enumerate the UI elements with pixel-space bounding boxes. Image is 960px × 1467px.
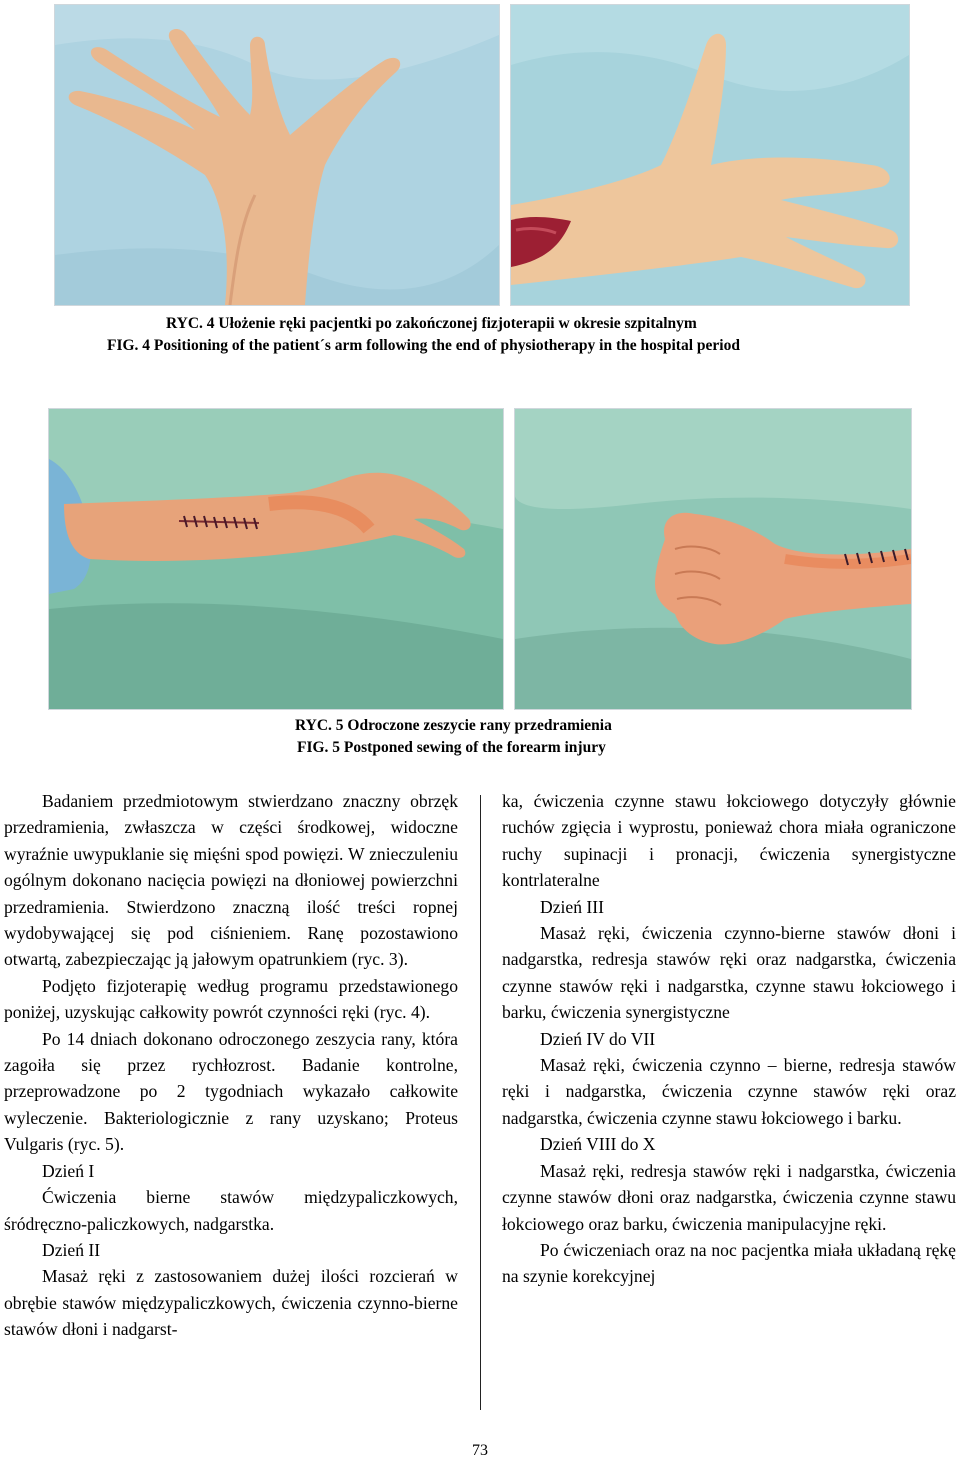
day-heading: Dzień II [42,1239,101,1260]
paragraph: Masaż ręki z zastosowaniem dużej ilości rozcierań w obrębie stawów międzypaliczkowych, ćwiczenia czynno-bierne stawów dłoni i nadgarst- [4,1266,458,1340]
paragraph: Podjęto fizjoterapię według programu przedstawionego poniżej, uzyskując całkowity powrót czynności ręki (ryc. 4). [4,975,458,1023]
day-heading: Dzień VIII do X [540,1134,656,1155]
fig5-caption-pl: RYC. 5 Odroczone zeszycie rany przedramienia [295,717,612,734]
fig4-caption-en: FIG. 4 Positioning of the patient´s arm following the end of physiotherapy in the hospital period [107,337,740,354]
fig4-caption-pl: RYC. 4 Ułożenie ręki pacjentki po zakończonej fizjoterapii w okresie szpitalnym [166,315,697,332]
column-divider [480,795,481,1410]
paragraph: Badaniem przedmiotowym stwierdzano znaczny obrzęk przedramienia, zwłaszcza w części środkowej, widoczne wyraźnie uwypuklanie się mięśni spod powięzi. W znieczuleniu ogólnym dokonano nacięcia powięzi na dłoniowej powierzchni przedramienia. Stwierdzono znaczną ilość treści ropnej wydobywającej się pod ciśnieniem. Ranę pozostawiono otwartą, zabezpieczając ją jałowym opatrunkiem (ryc. 3). [4,791,458,970]
left-text-column [4,788,458,1343]
paragraph: Masaż ręki, redresja stawów ręki i nadgarstka, ćwiczenia czynne stawów dłoni oraz nadgarstka, ćwiczenia czynne stawu łokciowego oraz barku, ćwiczenia manipulacyjne ręki. [502,1160,956,1234]
fig4-photo-hand-palmar [510,4,910,306]
page-number: 73 [472,1442,488,1459]
fig5-photo-fist [514,408,912,710]
paragraph: Masaż ręki, ćwiczenia czynno-bierne stawów dłoni i nadgarstka, redresja stawów ręki oraz nadgarstka, ćwiczenia czynne stawów ręki i nadgarstka, czynne stawu łokciowego i barku, ćwiczenia synergistyczne [502,923,956,1023]
day-heading: Dzień IV do VII [540,1028,656,1049]
paragraph: Masaż ręki, ćwiczenia czynno – bierne, redresja stawów ręki i nadgarstka, ćwiczenia czynne stawów ręki oraz nadgarstka, ćwiczenia czynne stawu łokciowego i barku. [502,1055,956,1128]
paragraph-continuation: ka, ćwiczenia czynne stawu łokciowego dotyczyły głównie ruchów zgięcia i wyprostu, ponieważ chora miała ograniczone ruchy supinacji i pronacji, ćwiczenia synergistyczne kontrlateralne [502,791,956,891]
fig5-caption-en: FIG. 5 Postponed sewing of the forearm injury [297,739,606,756]
paragraph: Po 14 dniach dokonano odroczonego zeszycia rany, która zagoiła się przez rychłozrost. Badanie kontrolne, przeprowadzone po 2 tygodniach wykazało całkowite wyleczenie. Bakteriologicznie z rany uzyskano; Proteus Vulgaris (ryc. 5). [4,1028,458,1155]
day-heading: Dzień I [42,1160,95,1181]
day-heading: Dzień III [540,896,604,917]
paragraph: Po ćwiczeniach oraz na noc pacjentka miała układaną rękę na szynie korekcyjnej [502,1239,956,1287]
paragraph: Ćwiczenia bierne stawów międzypaliczkowych, śródręczno-paliczkowych, nadgarstka. [4,1187,458,1234]
fig4-photo-hand-dorsal [54,4,500,306]
fig5-photo-forearm-sutured [48,408,504,710]
right-text-column [502,788,956,1290]
